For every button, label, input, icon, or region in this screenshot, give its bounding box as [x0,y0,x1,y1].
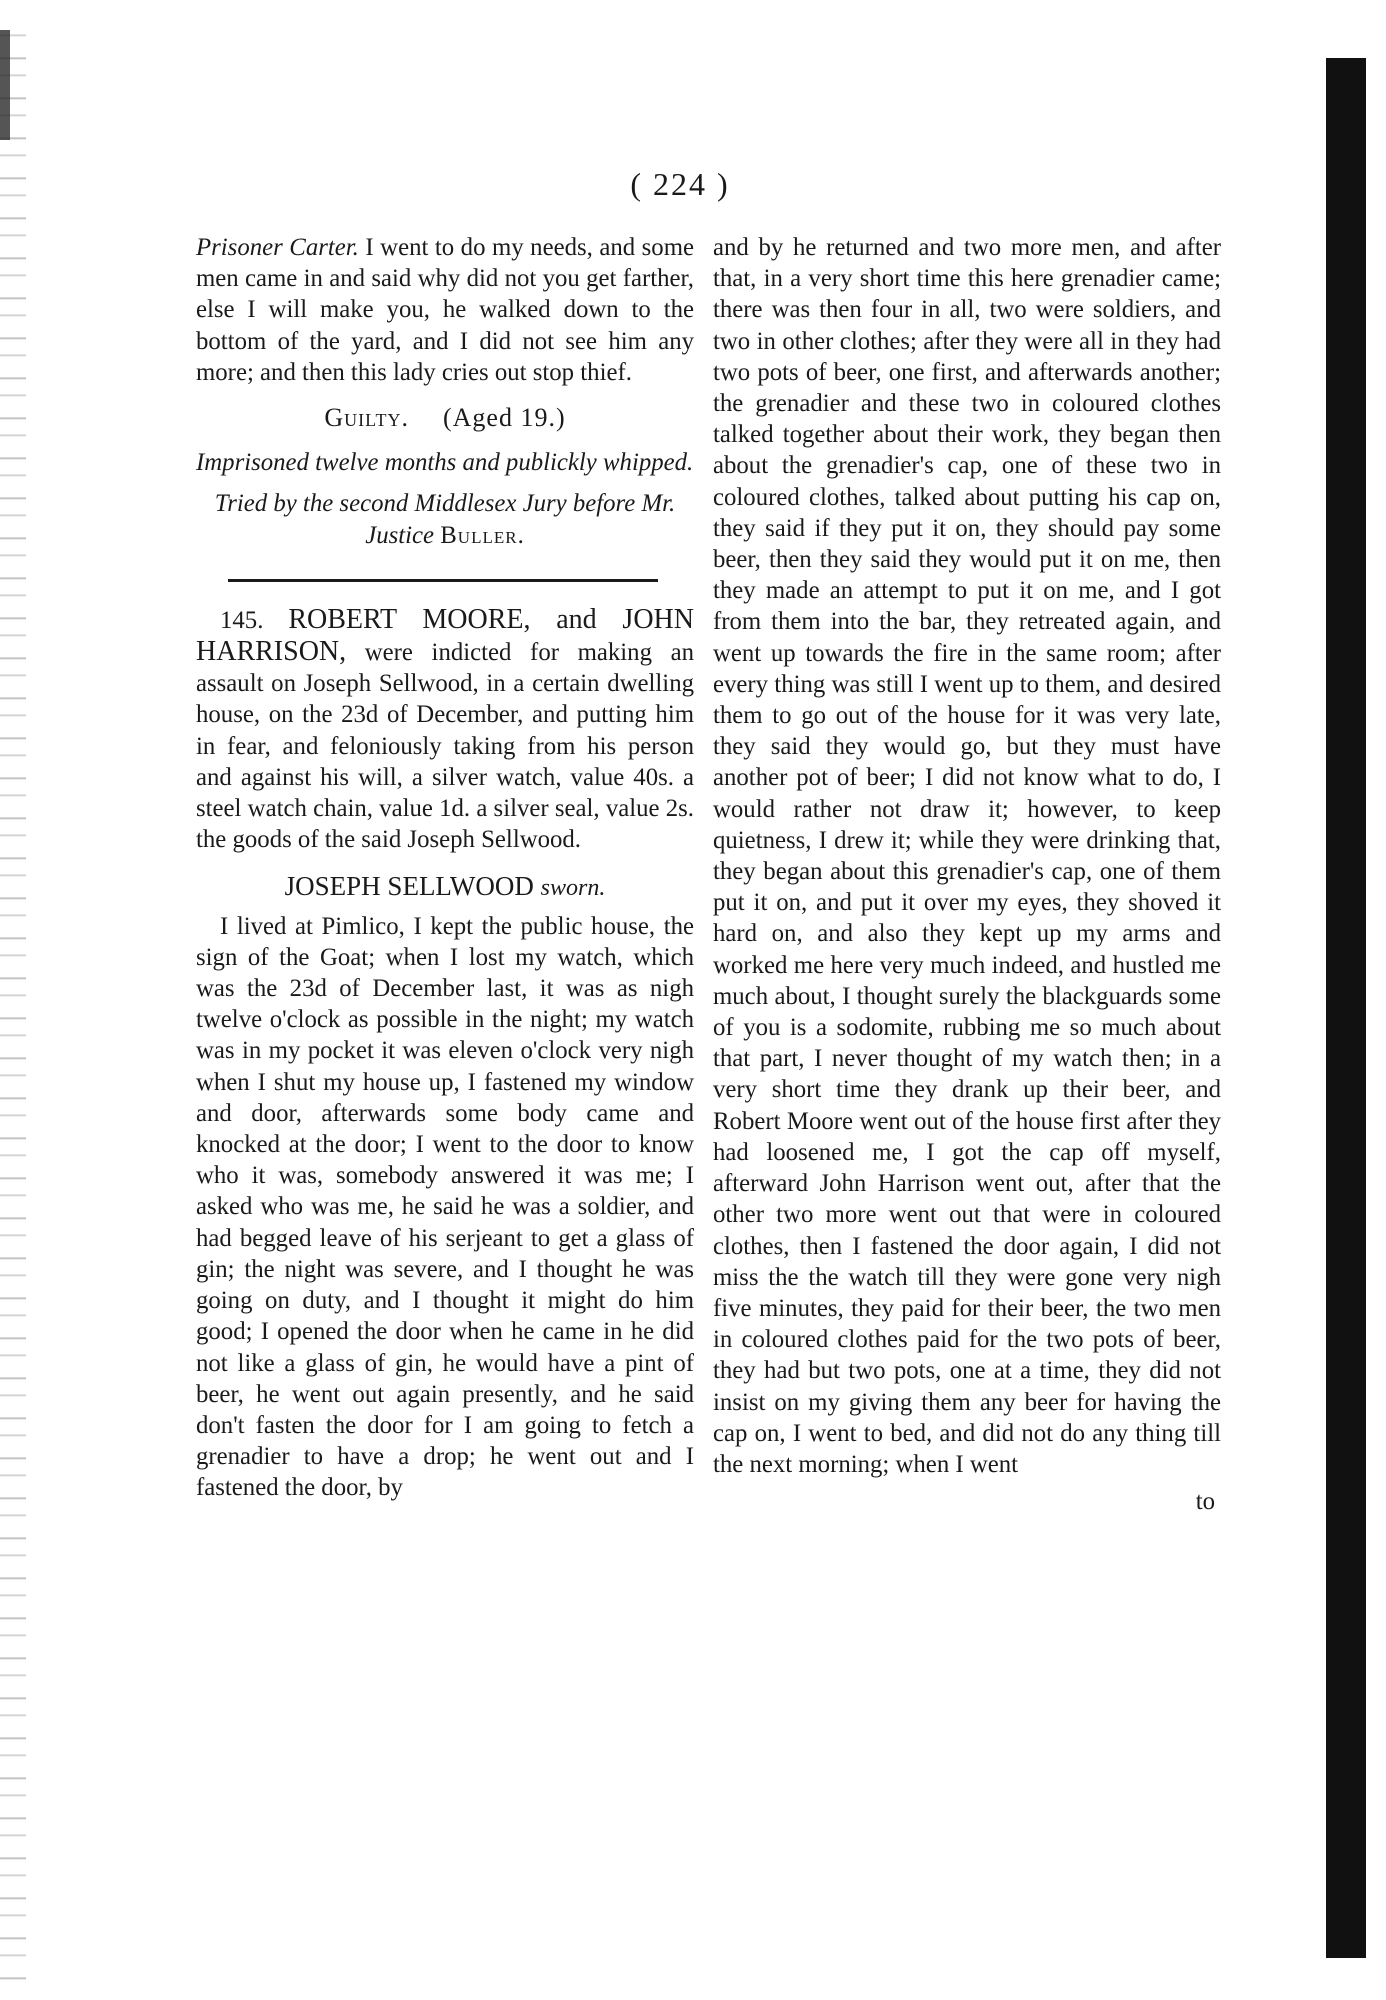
prisoner-statement-text: I went to do my needs, and some men came in and said why did not you get farther, else I will make you, he walked down to the bottom of the yard, and I did not see him any more; and then this lady cries out stop thief. [196,234,694,386]
witness-name: JOSEPH SELLWOOD [284,871,534,902]
verdict: Guilty. [324,403,409,433]
case-number: 145. [220,606,264,634]
judge-name: Buller. [440,521,525,549]
defendant-names: ROBERT MOORE, and JOHN HARRISON, [196,603,694,668]
section-divider [228,579,658,582]
witness-sworn: sworn. [540,875,606,902]
sentence: Imprisoned twelve months and publickly whipped. [196,449,694,477]
scan-margin-left-mark [0,30,10,140]
witness-heading [196,871,694,904]
tried-by-text: Tried by the second Middlesex Jury before Mr. Justice [214,490,676,549]
testimony-paragraph: I lived at Pimlico, I kept the public house, the sign of the Goat; when I lost my watch, which was the 23d of December last, it was as nigh twelve o'clock as possible in the night; my watch was in my pocket it was eleven o'clock very nigh when I shut my house up, I fastened my window and door, afterwards some body came and knocked at the door; I went to the door to know who it was, somebody answered it was me; I asked who was me, he said he was a soldier, and had begged leave of his serjeant to get a glass of gin; the night was severe, and I thought he was going on duty, and I thought it might do him good; I opened the door when he came in he did not like a glass of gin, he would have a pint of beer, he went out again presently, and he said don't fasten the door for I am going to fetch a grenadier to have a drop; he went out and I fastened the door, by [196,912,694,1502]
testimony-continued: and by he returned and two more men, and after that, in a very short time this here grenadier came; there was then four in all, two were soldiers, and two in other clothes; after they were all in they had two pots of beer, one first, and afterwards another; the grenadier and these two in coloured clothes talked together about their work, they began then about the grenadier's cap, one of these two in coloured clothes, talked about putting his cap on, they said if they put it on, they should pay some beer, then they said they would put it on me, then they made an attempt to put it on me, and I got from them into the bar, they retreated again, and went up towards the fire in the same room; after every thing was still I went up to them, and desired them to go out of the house for it was very late, they said they would go, but they must have another pot of beer; I did not know what to do, I would rather not draw it; however, to keep quietness, I drew it; while they were drinking that, they began about this grenadier's cap, one of them put it on, and put it over my eyes, they shoved it hard on, and also they kept up my arms and worked me here very much indeed, and hustled me much about, I thought surely the blackguards some of you is a sodomite, rubbing me so much about that part, I never thought of my watch then; in a very short time they drank up their beer, and Robert Moore went out of the house first after they had loosened me, I got the cap off myself, afterward John Harrison went out, after that the other two more went out that were in coloured clothes, then I fastened the door again, I did not miss the the watch till they were gone very nigh five minutes, they paid for their beer, the two men in coloured clothes paid for the two pots of beer, they had but two pots, one at a time, they did not insist on my giving them any beer for having the cap on, I went to bed, and did not do any thing till the next morning; when I went [713,234,1221,1478]
prisoner-statement [196,232,694,388]
verdict-line [196,402,694,433]
scan-margin-right [1326,58,1366,1958]
catchword: to [1195,1488,1215,1516]
page-number: ( 224 ) [630,166,730,202]
tried-by [196,488,694,550]
prisoner-age: (Aged 19.) [442,403,566,433]
left-column [196,232,694,1504]
right-column [713,232,1221,1517]
indictment-text: were indicted for making an assault on Joseph Sellwood, in a certain dwelling house, on the 23d of December, and putting him in fear, and feloniously taking from his person and against his will, a silver watch, value 40s. a steel watch chain, value 1d. a silver seal, value 2s. the goods of the said Joseph Sellwood. [196,639,694,854]
scan-margin-left [0,20,26,1980]
speaker-label: Prisoner Carter. [196,234,359,261]
case-heading [196,604,694,856]
